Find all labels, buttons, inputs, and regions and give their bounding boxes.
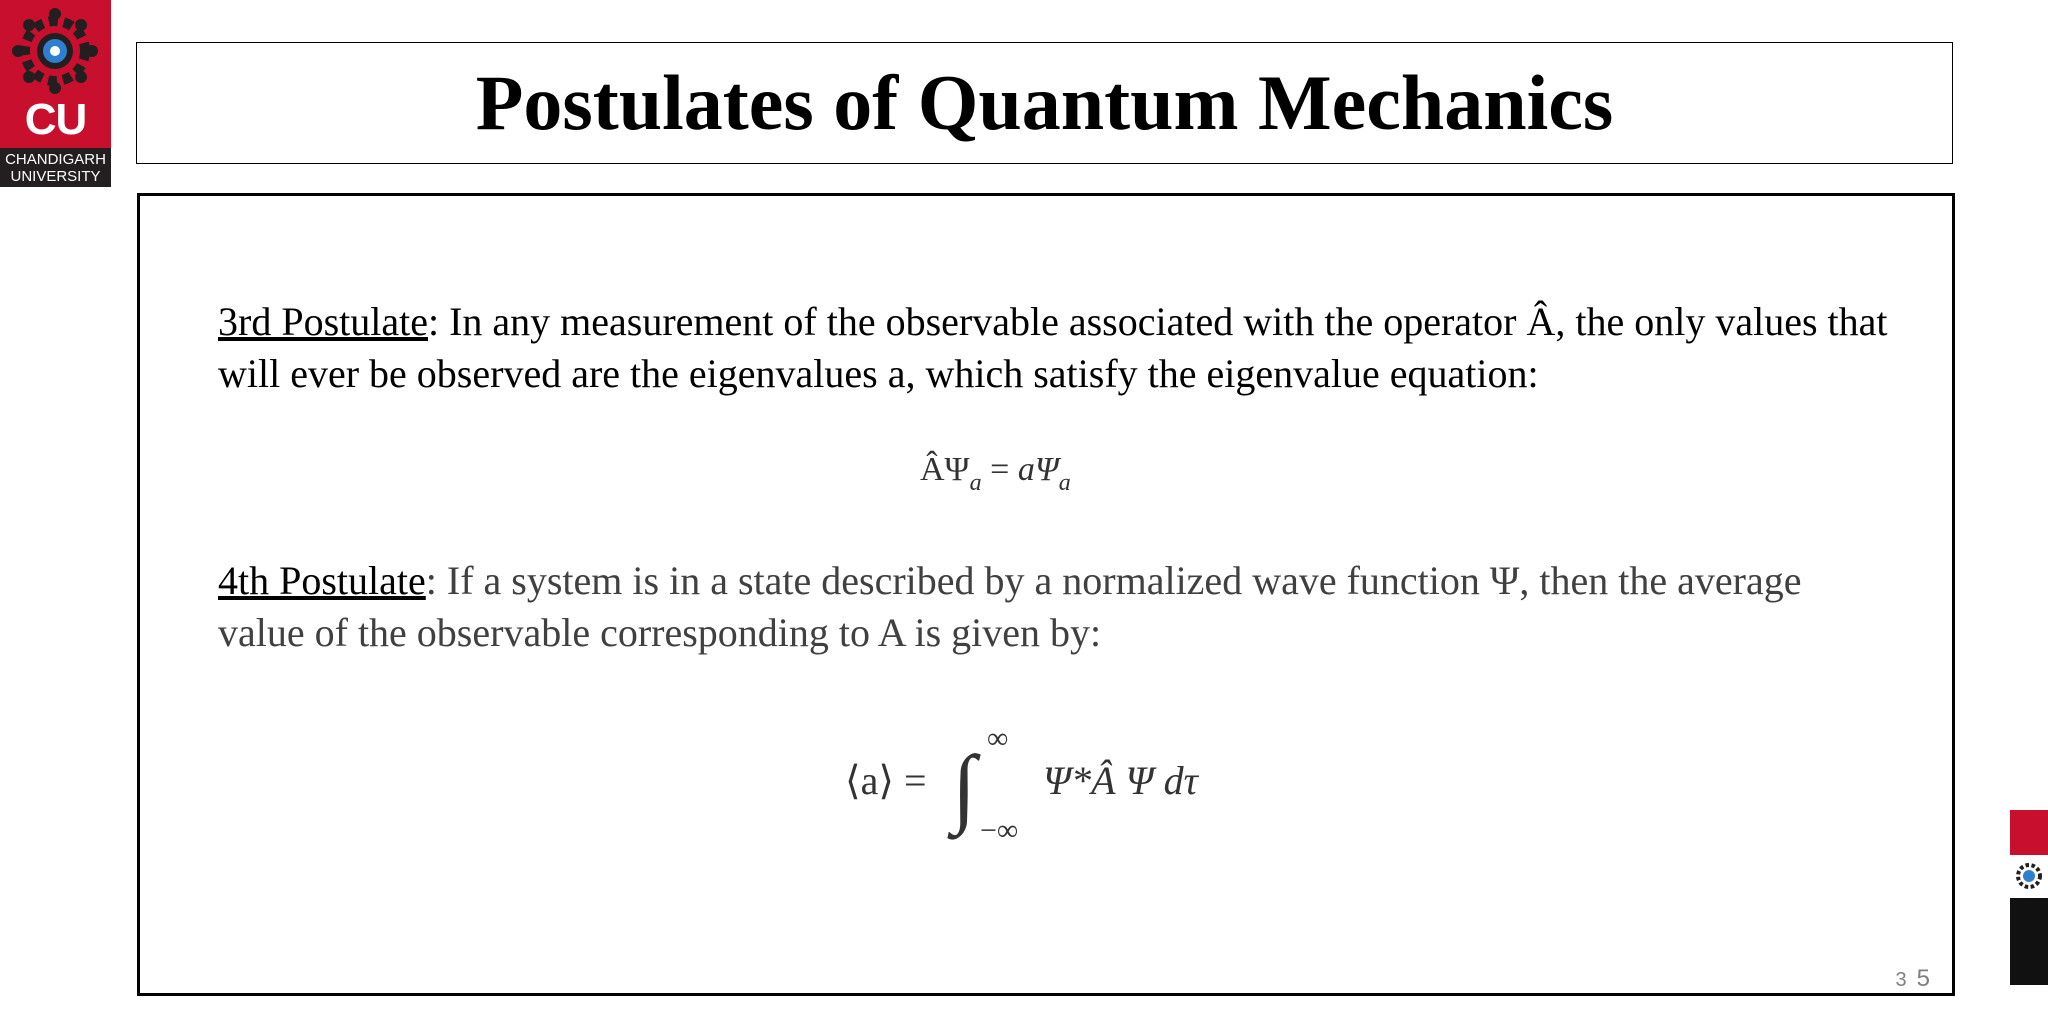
eq1-lhs: ÂΨ [920, 451, 970, 488]
logo-subtitle-line1: CHANDIGARH [5, 151, 106, 168]
eq2-lhs: ⟨a⟩ = [845, 758, 927, 803]
expectation-value-equation [845, 716, 1405, 846]
postulate-4-paragraph [218, 555, 1898, 659]
eq1-lhs-subscript: a [969, 470, 982, 496]
eq1-equals: = [981, 451, 1018, 488]
eq2-upper-limit: ∞ [987, 722, 1009, 755]
eq1-rhs-subscript: a [1058, 470, 1071, 496]
eq2-integral-sign: ∫ [952, 739, 977, 836]
side-brand-bar-black [2010, 898, 2048, 985]
postulate-3-paragraph [218, 296, 1898, 400]
university-logo [0, 0, 111, 187]
slide-title: Postulates of Quantum Mechanics [475, 59, 1614, 146]
eq2-lower-limit: −∞ [980, 814, 1019, 846]
eq2-integrand: Ψ*Â Ψ dτ [1043, 758, 1198, 803]
svg-text:ÂΨa = aΨa [920, 451, 1071, 496]
title-box [136, 42, 1953, 164]
eq1-rhs: aΨ [1017, 451, 1059, 488]
page-number [1896, 965, 1930, 993]
page-number-main: 5 [1916, 965, 1930, 992]
university-emblem-icon [10, 6, 100, 96]
postulate-3-text: : In any measurement of the observable associated with the operator Â, the only values that will ever be observed are the eigenvalues a, which satisfy the eigenvalue equation: [218, 299, 1888, 396]
postulate-4-label: 4th Postulate [218, 558, 426, 603]
logo-initials: CU [24, 95, 87, 144]
eigenvalue-equation [920, 438, 1180, 498]
logo-university-name [0, 148, 111, 187]
side-brand-bar-red [2010, 810, 2048, 855]
postulate-4-text: : If a system is in a state described by a normalized wave function Ψ, then the average value of the observable corresponding to A is given by: [218, 558, 1802, 655]
postulate-3-label: 3rd Postulate [218, 299, 428, 344]
side-emblem-icon [2013, 860, 2045, 892]
logo-subtitle-line2: UNIVERSITY [10, 168, 101, 185]
page-number-small: 3 [1895, 969, 1907, 991]
content-box [137, 193, 1955, 996]
